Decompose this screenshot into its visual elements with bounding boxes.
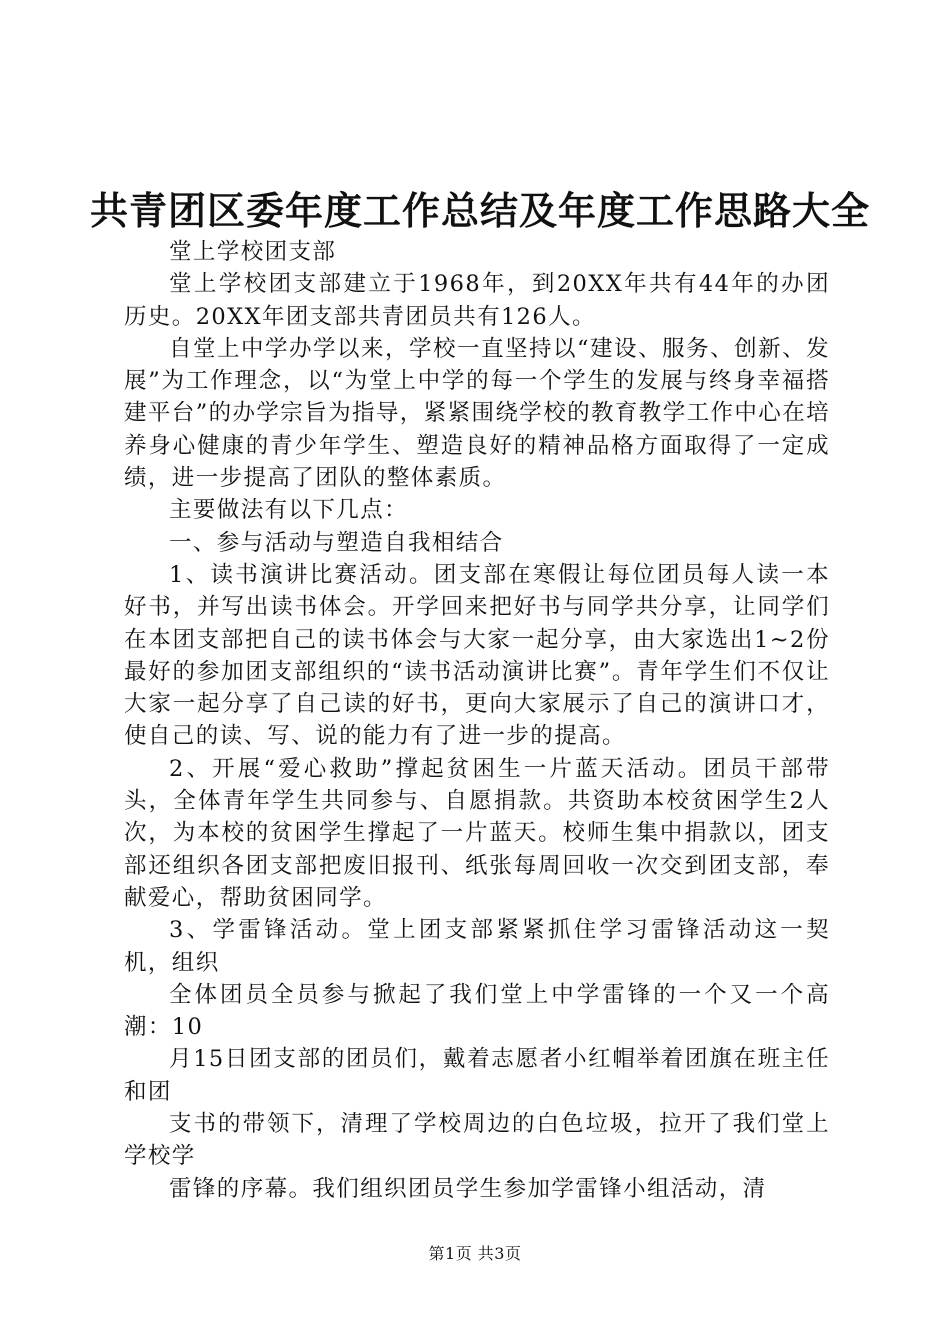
paragraph-philosophy: 自堂上中学办学以来，学校一直坚持以“建设、服务、创新、发展”为工作理念，以“为堂上中学的每一个学生的发展与终身幸福搭建平台”的办学宗旨为指导，紧紧围绕学校的教育教学工作中心在培养身心健康的青少年学生、塑造良好的精神品格方面取得了一定成绩，进一步提高了团队的整体素质。 [124, 335, 831, 492]
paragraph-lei-feng-continued-2: 月15日团支部的团员们，戴着志愿者小红帽举着团旗在班主任和团 [124, 1046, 830, 1105]
paragraph-charity-help: 2、开展“爱心救助”撑起贫困生一片蓝天活动。团员干部带头，全体青年学生共同参与、自愿捐款。共资助本校贫困学生2人次，为本校的贫困学生撑起了一片蓝天。校师生集中捐款以，团支部还组织各团支部把废旧报刊、纸张每周回收一次交到团支部，奉献爱心，帮助贫困同学。 [124, 755, 830, 911]
paragraph-section-one-heading: 一、参与活动与塑造自我相结合 [169, 529, 504, 556]
page-number-footer: 第1页 共3页 [428, 1244, 522, 1263]
paragraph-reading-speech: 1、读书演讲比赛活动。团支部在寒假让每位团员每人读一本好书，并写出读书体会。开学回来把好书与同学共分享，让同学们在本团支部把自己的读书体会与大家一起分享，由大家选出1~2份最好的参加团支部组织的“读书活动演讲比赛”。青年学生们不仅让大家一起分享了自己读的好书，更向大家展示了自己的演讲口才，使自己的读、写、说的能力有了进一步的提高。 [124, 561, 830, 750]
paragraph-school-branch: 堂上学校团支部 [169, 239, 337, 265]
document-body [124, 236, 830, 1205]
paragraph-lei-feng-continued-3: 支书的带领下，清理了学校周边的白色垃圾，拉开了我们堂上学校学 [124, 1111, 830, 1170]
paragraph-main-methods: 主要做法有以下几点： [169, 497, 409, 524]
paragraph-lei-feng-continued-4: 雷锋的序幕。我们组织团员学生参加学雷锋小组活动，清 [169, 1175, 767, 1202]
paragraph-lei-feng-continued-1: 全体团员全员参与掀起了我们堂上中学雷锋的一个又一个高潮：10 [124, 981, 830, 1041]
document-title: 共青团区委年度工作总结及年度工作思路大全 [90, 188, 871, 233]
paragraph-history: 堂上学校团支部建立于1968年，到20XX年共有44年的办团历史。20XX年团支部共青团员共有126人。 [124, 271, 830, 330]
paragraph-lei-feng: 3、学雷锋活动。堂上团支部紧紧抓住学习雷锋活动这一契机，组织 [124, 917, 830, 976]
